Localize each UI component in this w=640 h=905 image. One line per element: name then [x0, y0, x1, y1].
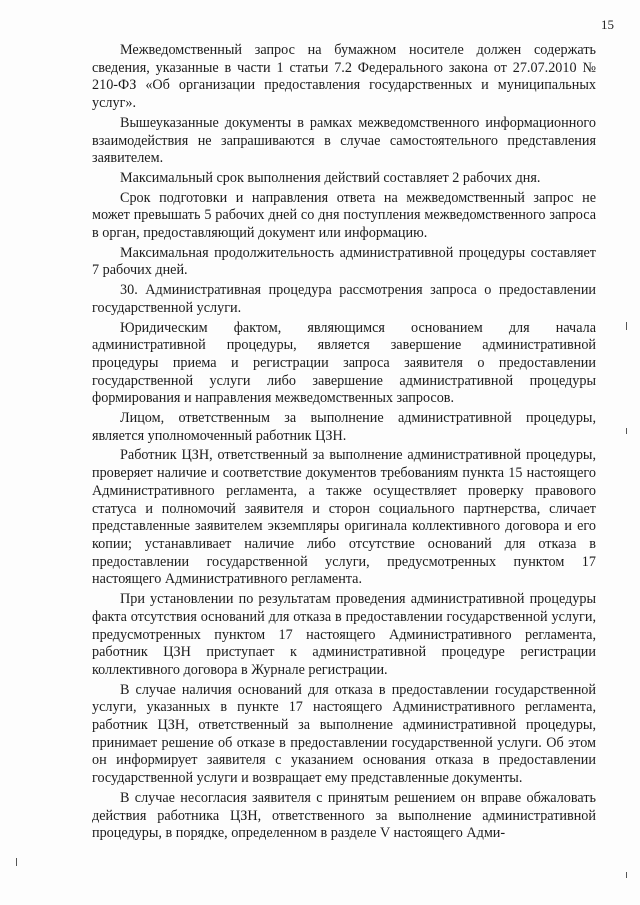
paragraph: Юридическим фактом, являющимся основанием для начала административной процедуры, является завершение административной процедуры приема и регистрации запроса заявителя о предоставлении государственной услуги либо завершение административной процедуры формирования и направления межведомственных запросов.: [92, 319, 596, 407]
paragraph: Межведомственный запрос на бумажном носителе должен содержать сведения, указанные в части 1 статьи 7.2 Федерального закона от 27.07.2010 № 210-ФЗ «Об организации предоставления государственных и муниципальных услуг».: [92, 42, 596, 112]
paragraph: В случае несогласия заявителя с принятым решением он вправе обжаловать действия работника ЦЗН, ответственного за выполнение административной процедуры, в порядке, определенном в разделе V настоящего Адми-: [92, 789, 596, 842]
paragraph: 30. Административная процедура рассмотрения запроса о предоставлении государственной услуги.: [92, 282, 596, 316]
paragraph: При установлении по результатам проведения административной процедуры факта отсутствия оснований для отказа в предоставлении государственной услуги, предусмотренных пунктом 17 настоящего Административного регламента, работник ЦЗН приступает к административной процедуре регистрации коллективного договора в Журнале регистрации.: [92, 591, 596, 678]
page-number: 15: [601, 17, 614, 32]
paragraph: Лицом, ответственным за выполнение административной процедуры, является уполномоченный работник ЦЗН.: [92, 410, 596, 444]
scan-mark: [626, 322, 627, 330]
paragraph: Максимальный срок выполнения действий составляет 2 рабочих дня.: [120, 169, 541, 186]
paragraph: Максимальная продолжительность административной процедуры составляет 7 рабочих дней.: [92, 244, 596, 279]
scan-mark: [626, 872, 627, 878]
paragraph: В случае наличия оснований для отказа в предоставлении государственной услуги, указанных в пункте 17 настоящего Административного регламента, работник ЦЗН, ответственный за выполнение административной процедуры, принимает решение об отказе в предоставлении государственной услуги. Об этом он информирует заявителя с указанием основания отказа в предоставлении государственной услуги и возвращает ему представленные документы.: [92, 681, 596, 787]
paragraph: Срок подготовки и направления ответа на межведомственный запрос не может превышать 5 рабочих дней со дня поступления межведомственного запроса в орган, предоставляющий документ или информацию.: [92, 189, 596, 242]
scan-mark: [626, 428, 627, 434]
document-body: [92, 42, 596, 845]
scan-mark: [16, 858, 17, 866]
paragraph: Работник ЦЗН, ответственный за выполнение административной процедуры, проверяет наличие и соответствие документов требованиям пункта 15 настоящего Административного регламента, а также осуществляет проверку правового статуса и полномочий заявителя и сторон социального партнерства, сличает представленные заявителем экземпляры оригинала коллективного договора и его копии; устанавливает наличие либо отсутствие оснований для отказа в предоставлении государственной услуги, предусмотренных пунктом 17 настоящего Административного регламента.: [92, 447, 596, 588]
paragraph: Вышеуказанные документы в рамках межведомственного информационного взаимодействия не запрашиваются в случае самостоятельного представления заявителем.: [92, 114, 596, 167]
